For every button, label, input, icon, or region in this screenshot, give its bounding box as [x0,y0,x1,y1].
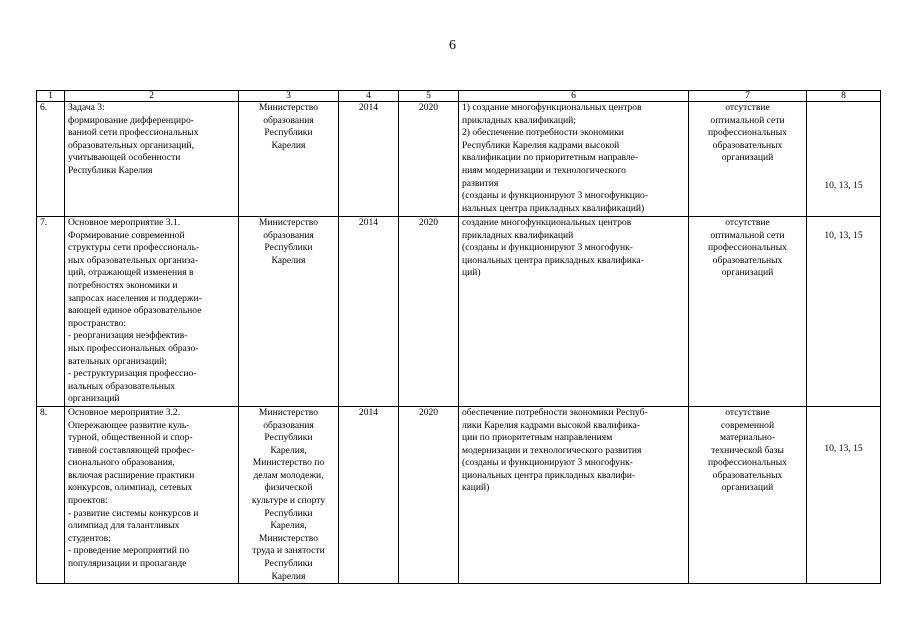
column-header: 5 [399,91,459,102]
executor-cell [239,217,339,407]
task-line: потребностях экономики и [68,279,178,291]
task-line: Задача 3: [68,102,105,113]
executor-line: Министерство по [252,457,325,469]
links-cell [807,406,881,583]
task-cell [65,102,239,217]
result-line: (созданы и функционируют 3 многофункцио- [462,190,649,202]
task-cell [65,217,239,407]
executor-line: Министерство [258,406,319,418]
column-header: 1 [37,91,65,102]
risks-line: технической базы [711,444,784,456]
result-cell [459,406,689,583]
task-line: образовательных организаций, [68,139,194,151]
column-header: 7 [689,91,807,102]
table-row [37,406,881,583]
task-line: включая расширение практики [68,469,195,481]
executor-line: Республики [264,242,313,254]
header-row [37,91,881,102]
result-line: лики Карелия кадрами высокой квалифика- [462,419,640,431]
task-line: - реорганизация неэффектив- [68,330,188,342]
task-line: студентов; [68,532,111,544]
column-header: 3 [239,91,339,102]
result-line: ции по приоритетным направлениям [462,432,613,444]
links-value: 10, 13, 15 [824,180,863,191]
executor-line: образования [263,114,314,126]
links-cell [807,217,881,407]
risks-line: материально- [719,432,776,444]
links-cell [807,102,881,217]
executor-line: культуре и спорту [251,495,326,507]
executor-line: Республики [264,507,313,519]
task-line: Опережающее развитие куль- [68,419,190,431]
start-year-cell: 2014 [339,102,399,217]
risks-line: организаций [721,482,774,494]
executor-line: образования [263,229,314,241]
risks-line: отсутствие [725,217,770,228]
risks-line: организаций [721,267,774,279]
result-line: обеспечение потребности экономики Респуб- [462,406,648,418]
risks-line: оптимальной сети [710,229,785,241]
executor-line: труда и занятости [252,545,325,557]
risks-line: отсутствие [725,406,770,418]
column-header: 4 [339,91,399,102]
result-line: (созданы и функционируют 3 многофунк- [462,242,633,254]
risks-line: образовательных [712,469,783,481]
task-line: - реструктуризация профессио- [68,368,197,380]
risks-line: образовательных [712,254,783,266]
table-row [37,217,881,407]
executor-line: Министерство [258,217,319,228]
column-header: 6 [459,91,689,102]
result-cell [459,102,689,217]
end-year-cell: 2020 [399,102,459,217]
result-line: (созданы и функционируют 3 многофунк- [462,457,633,469]
result-line: ниям модернизации и технологического [462,164,626,176]
risks-line: образовательных [712,139,783,151]
executor-cell [239,406,339,583]
result-line: циональных центра прикладных квалифика- [462,254,644,266]
task-line: ванной сети профессиональных [68,127,199,139]
task-line: конкурсов, олимпиад, сетевых [68,482,193,494]
result-line: квалификации по приоритетным направле- [462,152,639,164]
task-line: формирование дифференциро- [68,114,194,126]
result-line: прикладных квалификаций; [462,114,576,126]
task-cell [65,406,239,583]
result-cell [459,217,689,407]
program-table [36,90,881,584]
result-line: ций) [462,267,481,279]
executor-line: образования [263,419,314,431]
result-line: прикладных квалификаций [462,229,574,241]
task-line: олимпиад для талантливых [68,520,180,532]
executor-line: Карелия, [270,444,307,456]
task-line: - проведение мероприятий по [68,545,190,557]
executor-line: Министерство [258,532,319,544]
end-year-cell: 2020 [399,217,459,407]
result-line: нальных центра прикладных квалификаций) [462,202,645,214]
result-line: модернизации и технологического развития [462,444,642,456]
result-line: каций) [462,482,490,494]
task-line: сионального образования, [68,457,175,469]
result-line: циональных центра прикладных квалифи- [462,469,636,481]
risks-line: современной [720,419,775,431]
task-line: организаций [68,393,120,405]
start-year-cell: 2014 [339,406,399,583]
task-line: Формирование современной [68,229,185,241]
risks-line: оптимальной сети [710,114,785,126]
result-line: Республики Карелия кадрами высокой [462,139,620,151]
executor-line: Министерство [258,102,319,113]
risks-cell [689,102,807,217]
task-line: запросах населения и поддержи- [68,292,202,304]
page-number: 6 [449,38,456,53]
task-line: вающей единое образовательное [68,305,202,317]
links-value: 10, 13, 15 [824,442,863,454]
task-line: ных профессиональных образо- [68,342,199,354]
start-year-cell: 2014 [339,217,399,407]
task-line: ций, отражающей изменения в [68,267,194,279]
row-number-cell: 7. [37,217,65,407]
task-line: Республики Карелия [68,164,153,176]
executor-line: Карелия, [270,520,307,532]
executor-line: Карелия [271,139,306,151]
task-line: пространство: [68,317,127,329]
executor-line: делам молодежи, [253,469,324,481]
task-line: турной, общественной и спор- [68,432,193,444]
task-line: нальных образовательных [68,380,176,392]
executor-cell [239,102,339,217]
links-value: 10, 13, 15 [824,230,863,241]
task-line: учитывающей особенности [68,152,181,164]
task-line: - развитие системы конкурсов и [68,507,199,519]
row-number-cell: 8. [37,406,65,583]
task-line: ных образовательных организа- [68,254,199,266]
result-line: 2) обеспечение потребности экономики [462,127,624,139]
result-line: создание многофункциональных центров [462,217,632,228]
executor-line: Республики [264,127,313,139]
result-line: развития [462,177,499,189]
table-row [37,102,881,217]
task-line: тивной составляющей профес- [68,444,195,456]
task-line: проектов: [68,495,108,507]
column-header: 8 [807,91,881,102]
column-header: 2 [65,91,239,102]
task-line: структуры сети профессиональ- [68,242,200,254]
risks-line: отсутствие [725,102,770,113]
risks-line: профессиональных [708,457,787,469]
risks-cell [689,406,807,583]
risks-line: профессиональных [708,127,787,139]
risks-cell [689,217,807,407]
executor-line: физической [264,482,313,494]
executor-line: Республики [264,558,313,570]
executor-line: Карелия [271,570,306,582]
task-line: вательных организаций; [68,355,167,367]
result-line: 1) создание многофункциональных центров [462,102,642,113]
row-number-cell: 6. [37,102,65,217]
risks-line: профессиональных [708,242,787,254]
task-line: Основное мероприятие 3.2. [68,406,181,418]
risks-line: организаций [721,152,774,164]
end-year-cell: 2020 [399,406,459,583]
executor-line: Карелия [271,254,306,266]
executor-line: Республики [264,432,313,444]
task-line: популяризации и пропаганде [68,558,187,570]
task-line: Основное мероприятие 3.1. [68,217,181,228]
